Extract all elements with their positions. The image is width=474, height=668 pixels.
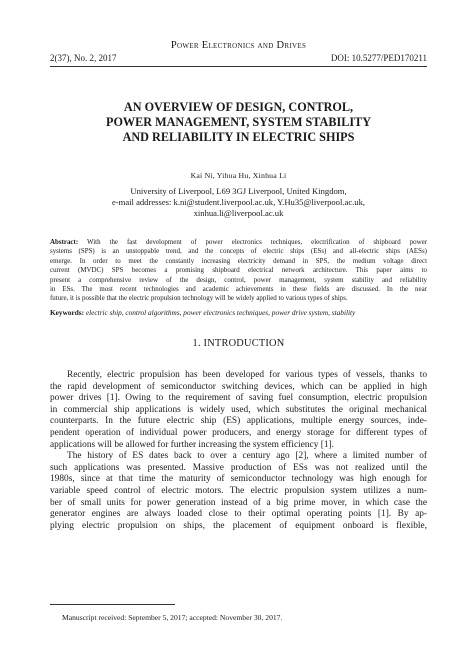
abstract-line: in ESs. The most recent technologies and academic achievements in these fields are discussed. In the near xyxy=(50,284,427,293)
affiliation-line: e-mail addresses: k.ni@student.liverpool.ac.uk, Y.Hu35@liverpool.ac.uk, xyxy=(111,196,366,207)
body-line: pendent operation of individual power producers, and energy storage for different types of xyxy=(50,427,427,438)
abstract xyxy=(50,238,427,304)
body-line: The history of ES dates back to over a century ago [2], where a limited number of xyxy=(67,451,427,462)
authors: Kai Ni, Yihua Hu, Xinhua Li xyxy=(190,171,287,180)
body-line: plying electric propulsion on ships, the placement of equipment onboard is flexible, xyxy=(50,520,427,531)
abstract-line: current (MVDC) SPS becomes a promising shipboard electrical network architecture. This paper aims to xyxy=(50,266,427,275)
title-line: AND RELIABILITY IN ELECTRIC SHIPS xyxy=(122,130,355,144)
keywords-label: Keywords: xyxy=(50,308,85,317)
affiliation xyxy=(50,186,427,218)
abstract-line: present a comprehensive review of the design, control, power management, system stability and reliability xyxy=(50,275,427,284)
body-line: the rapid development of semiconductor switching devices, which can be applied in high xyxy=(50,381,427,392)
journal-name: Power Electronics and Drives xyxy=(170,40,307,51)
title-line: AN OVERVIEW OF DESIGN, CONTROL, xyxy=(123,100,354,114)
title-line: POWER MANAGEMENT, SYSTEM STABILITY xyxy=(106,115,371,129)
paper-title xyxy=(50,100,427,145)
issue-number: 2(37), No. 2, 2017 xyxy=(50,53,117,63)
body-line: 1980s, since at that time the maturity of semiconductor technology was high enough for xyxy=(50,474,427,485)
body-line: applications will be allowed for further increasing the system efficiency [1]. xyxy=(50,439,334,450)
footnote: Manuscript received: September 5, 2017; accepted: November 30, 2017. xyxy=(62,613,283,622)
abstract-line xyxy=(50,238,427,247)
paper-page xyxy=(50,0,427,668)
abstract-line: systems (SPS) is an unstoppable trend, and the concepts of electric ships (ESs) and all-electric ships (AESs) xyxy=(50,247,427,256)
keywords-text: electric ship, control algorithms, power electronics techniques, power drive system, stability xyxy=(84,308,356,317)
body-line: ber of small units for power generation instead of a big prime mover, in which case the xyxy=(50,497,427,508)
body-line: in commercial ship applications is widely used, which substitutes the original mechanical xyxy=(50,404,427,415)
body-line: generator engines are always loaded close to their optimal operating points [1]. By ap- xyxy=(50,509,427,520)
section-heading: 1. INTRODUCTION xyxy=(192,338,285,349)
doi: DOI: 10.5277/PED170211 xyxy=(330,53,427,63)
abstract-line: future, it is possible that the electric propulsion technology will be widely applied to various types of ships. xyxy=(50,294,348,303)
abstract-label: Abstract: xyxy=(50,238,79,246)
body-line: Recently, electric propulsion has been developed for various types of vessels, thanks to xyxy=(67,370,427,380)
header-rule xyxy=(50,66,427,67)
abstract-text: With the fast development of power electronics techniques, electrification of shipboard power xyxy=(78,238,427,246)
keywords xyxy=(50,308,427,317)
footnote-rule xyxy=(50,604,175,605)
issue-meta-row xyxy=(50,53,427,63)
body-text xyxy=(50,370,427,532)
body-line: variable speed control of electric motors. The electric propulsion system utilizes a num- xyxy=(50,485,427,496)
body-line: such applications was presented. Massive production of ESs was not realized until the xyxy=(50,462,427,473)
affiliation-line: University of Liverpool, L69 3GJ Liverpool, United Kingdom, xyxy=(130,186,347,196)
abstract-line: emerge. In order to meet the constantly increasing electricity demand in SPS, the medium voltage direct xyxy=(50,256,427,265)
affiliation-line: xinhua.li@liverpool.ac.uk xyxy=(193,207,284,218)
body-line: power drives [1]. Owing to the requirement of saving fuel consumption, electric propulsion xyxy=(50,393,427,404)
body-line: counterparts. In the future electric ship (ES) applications, multiple energy sources, inde- xyxy=(50,416,427,427)
